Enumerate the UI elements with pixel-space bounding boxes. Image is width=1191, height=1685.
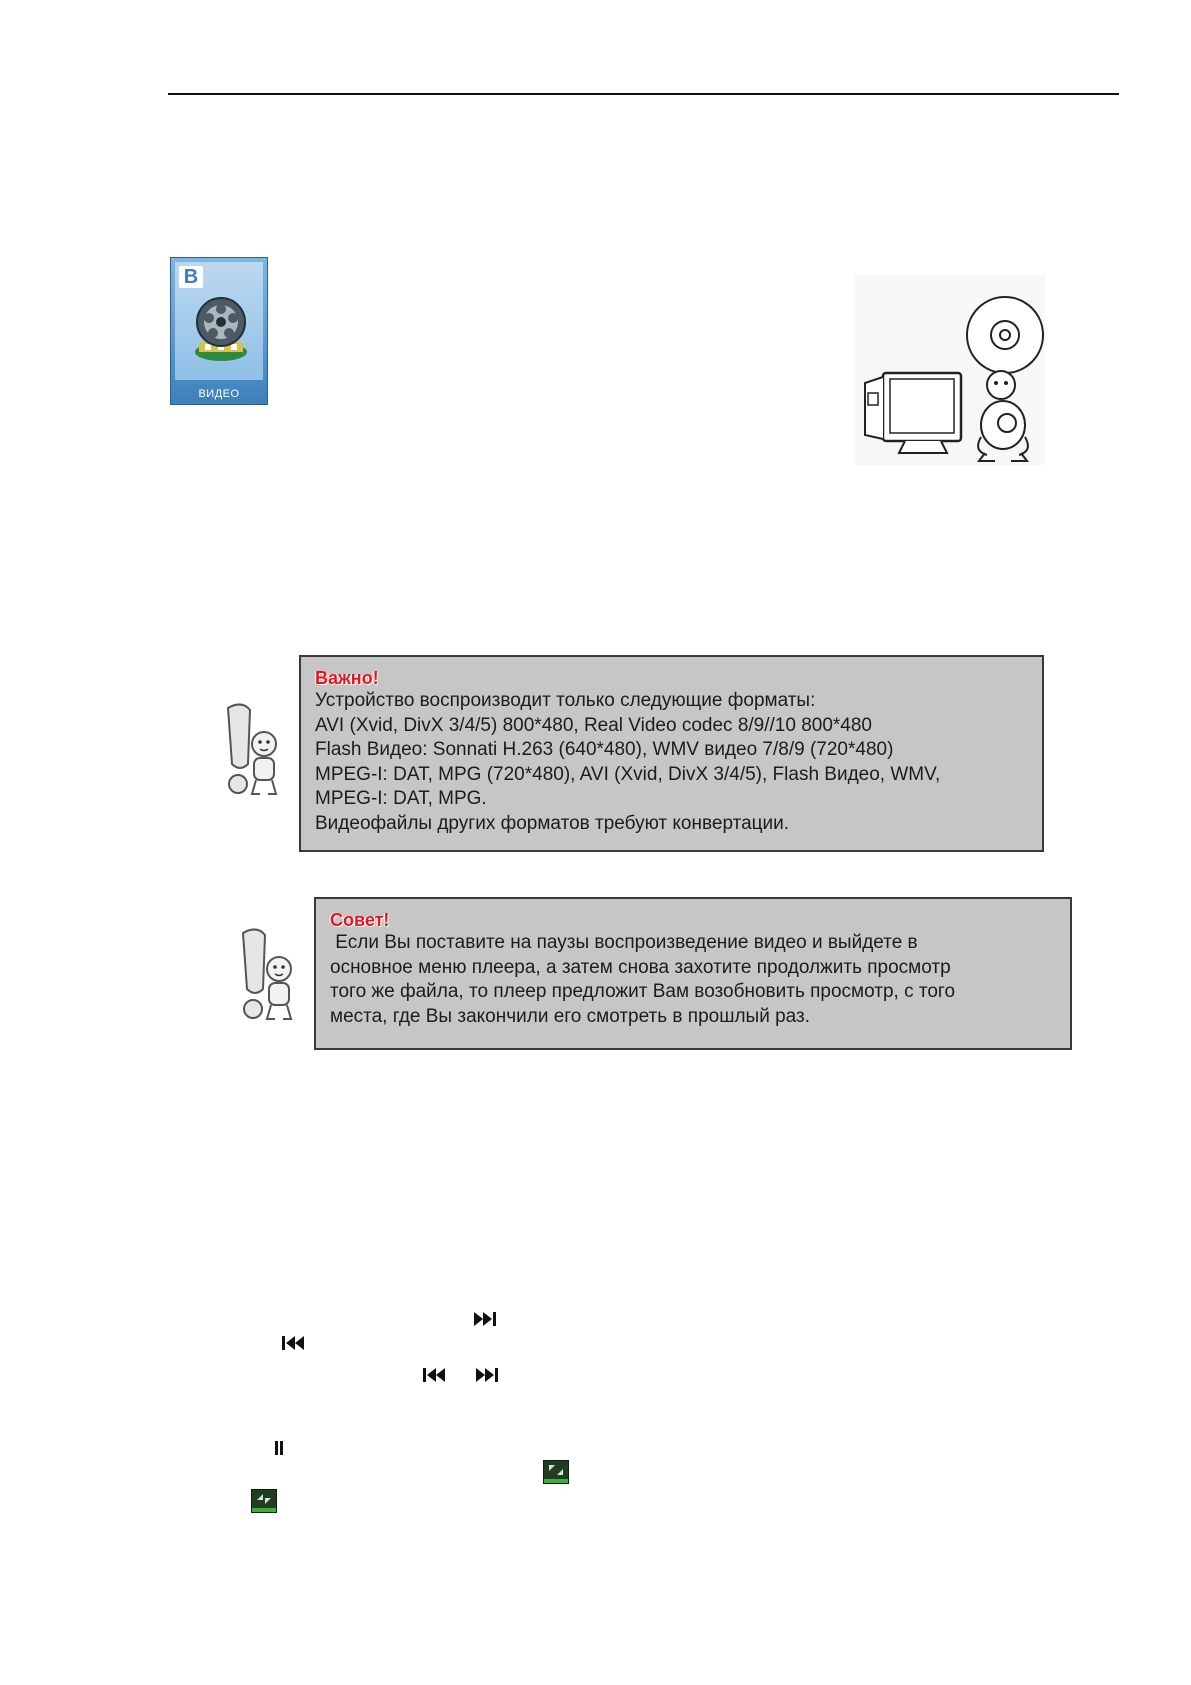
video-app-tile [170, 257, 268, 405]
tip-robot-icon [237, 925, 299, 1030]
fullscreen-collapse-icon [251, 1489, 277, 1513]
important-line: Устройство воспроизводит только следующие форматы: [315, 690, 816, 711]
film-reel-icon [191, 294, 251, 364]
tip-notice-box [314, 897, 1072, 1050]
warning-robot-icon [222, 700, 284, 805]
next-track-icon [476, 1368, 500, 1382]
next-track-icon [474, 1312, 498, 1326]
important-title: Важно! [315, 668, 379, 688]
previous-track-icon [280, 1336, 304, 1350]
tip-title: Совет! [330, 910, 390, 930]
header-rule [168, 93, 1119, 95]
previous-track-icon [421, 1368, 445, 1382]
monitor-cd-icon [855, 275, 1045, 465]
tip-line: Если Вы поставите на паузы воспроизведение видео и выйдете в [330, 932, 918, 953]
tip-line: места, где Вы закончили его смотреть в прошлый раз. [330, 1005, 811, 1027]
pause-icon [274, 1441, 284, 1455]
important-line: MPEG-I: DAT, MPG. [315, 788, 487, 809]
tip-line: основное меню плеера, а затем снова захотите продолжить просмотр [330, 956, 951, 978]
important-line: MPEG-I: DAT, MPG (720*480), AVI (Xvid, DivX 3/4/5), Flash Видео, WMV, [315, 763, 941, 785]
tip-line: того же файла, то плеер предложит Вам возобновить просмотр, с того [330, 981, 956, 1002]
important-line: Flash Видео: Sonnati H.263 (640*480), WMV видео 7/8/9 (720*480) [315, 739, 894, 760]
fullscreen-expand-icon [543, 1460, 569, 1484]
important-line: AVI (Xvid, DivX 3/4/5) 800*480, Real Video codec 8/9//10 800*480 [315, 714, 872, 736]
tile-letter: B [179, 266, 203, 288]
tile-caption: ВИДЕО [198, 388, 240, 400]
important-line: Видеофайлы других форматов требуют конвертации. [315, 812, 790, 834]
important-notice-box [299, 655, 1044, 852]
monitor-cd-illustration [855, 275, 1045, 465]
